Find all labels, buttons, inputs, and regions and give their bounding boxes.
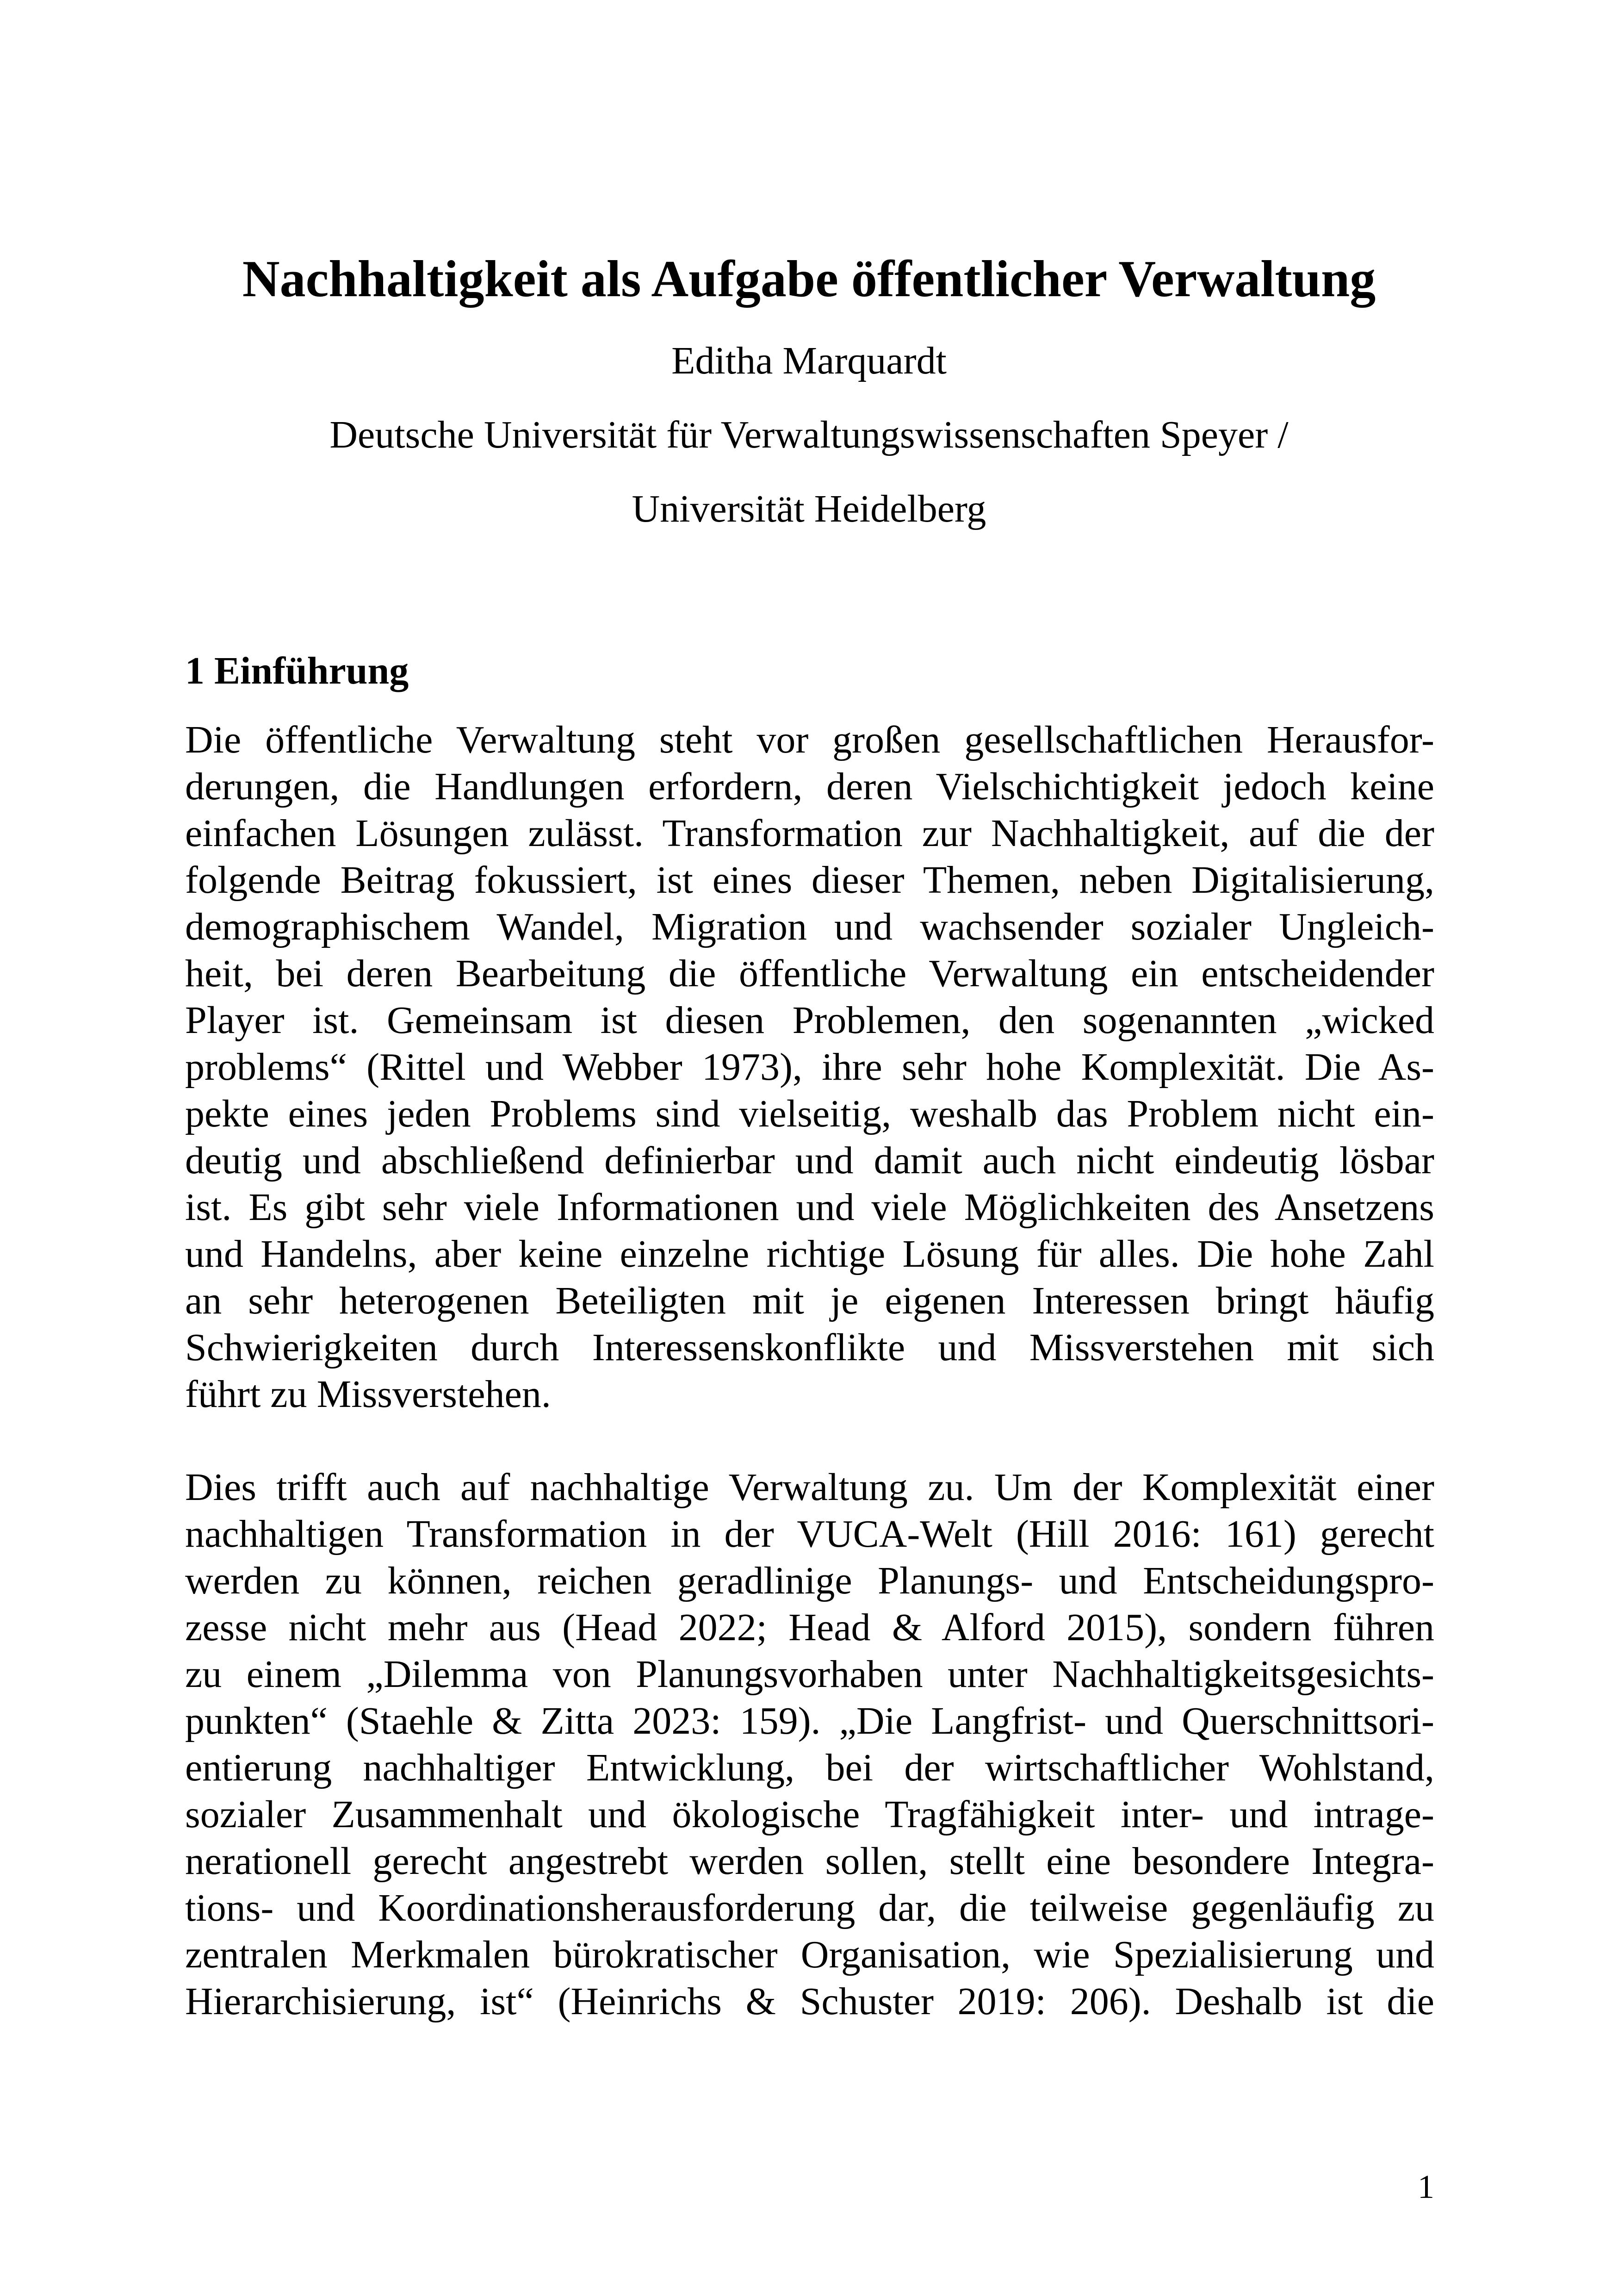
text-line: zentralen Merkmalen bürokratischer Organisation, wie Spezialisierung und: [185, 1933, 1434, 1976]
paper-title: Nachhaltigkeit als Aufgabe öffentlicher Verwaltung: [242, 250, 1376, 308]
text-line: zesse nicht mehr aus (Head 2022; Head & Alford 2015), sondern führen: [185, 1606, 1434, 1649]
paragraph-1: [185, 716, 1434, 1418]
text-line: Schwierigkeiten durch Interessenskonflikte und Missverstehen mit sich: [185, 1326, 1434, 1369]
text-line: Die öffentliche Verwaltung steht vor großen gesellschaftlichen Herausfor-: [185, 718, 1434, 761]
text-line: punkten“ (Staehle & Zitta 2023: 159). „Die Langfrist- und Querschnittsori-: [185, 1699, 1434, 1742]
text-line: und Handelns, aber keine einzelne richtige Lösung für alles. Die hohe Zahl: [185, 1232, 1434, 1276]
text-line: deutig und abschließend definierbar und damit auch nicht eindeutig lösbar: [185, 1139, 1434, 1182]
text-line: entierung nachhaltiger Entwicklung, bei der wirtschaftlicher Wohlstand,: [185, 1746, 1434, 1789]
text-line: heit, bei deren Bearbeitung die öffentliche Verwaltung ein entscheidender: [185, 952, 1434, 995]
text-line: problems“ (Rittel und Webber 1973), ihre sehr hohe Komplexität. Die As-: [185, 1045, 1434, 1089]
text-line: führt zu Missverstehen.: [185, 1373, 551, 1416]
text-line: an sehr heterogenen Beteiligten mit je eigenen Interessen bringt häufig: [185, 1279, 1434, 1322]
text-line: demographischem Wandel, Migration und wachsender sozialer Ungleich-: [185, 905, 1434, 948]
author-name: Editha Marquardt: [671, 339, 947, 382]
text-line: nerationell gerecht angestrebt werden sollen, stellt eine besondere Integra-: [185, 1840, 1434, 1883]
text-line: Player ist. Gemeinsam ist diesen Problemen, den sogenannten „wicked: [185, 999, 1434, 1042]
text-line: sozialer Zusammenhalt und ökologische Tragfähigkeit inter- und intrage-: [185, 1793, 1434, 1836]
text-line: Hierarchisierung, ist“ (Heinrichs & Schuster 2019: 206). Deshalb ist die: [185, 1980, 1434, 2023]
paragraph-2: [185, 1464, 1434, 2025]
text-line: zu einem „Dilemma von Planungsvorhaben unter Nachhaltigkeitsgesichts-: [185, 1653, 1434, 1696]
page-number: 1: [1418, 2168, 1434, 2205]
text-line: folgende Beitrag fokussiert, ist eines dieser Themen, neben Digitalisierung,: [185, 859, 1434, 902]
text-line: einfachen Lösungen zulässt. Transformation zur Nachhaltigkeit, auf die der: [185, 812, 1434, 855]
text-line: nachhaltigen Transformation in der VUCA-Welt (Hill 2016: 161) gerecht: [185, 1512, 1434, 1556]
text-line: Dies trifft auch auf nachhaltige Verwaltung zu. Um der Komplexität einer: [185, 1466, 1434, 1509]
text-line: pekte eines jeden Problems sind vielseitig, weshalb das Problem nicht ein-: [185, 1092, 1434, 1135]
section-heading: 1 Einführung: [185, 649, 409, 692]
affiliation-line-2: Universität Heidelberg: [632, 487, 986, 530]
affiliation-line-1: Deutsche Universität für Verwaltungswissenschaften Speyer /: [329, 413, 1289, 456]
text-line: tions- und Koordinationsherausforderung dar, die teilweise gegenläufig zu: [185, 1886, 1434, 1929]
text-line: ist. Es gibt sehr viele Informationen und viele Möglichkeiten des Ansetzens: [185, 1186, 1434, 1229]
text-line: werden zu können, reichen geradlinige Planungs- und Entscheidungspro-: [185, 1559, 1434, 1602]
text-line: derungen, die Handlungen erfordern, deren Vielschichtigkeit jedoch keine: [185, 765, 1434, 808]
